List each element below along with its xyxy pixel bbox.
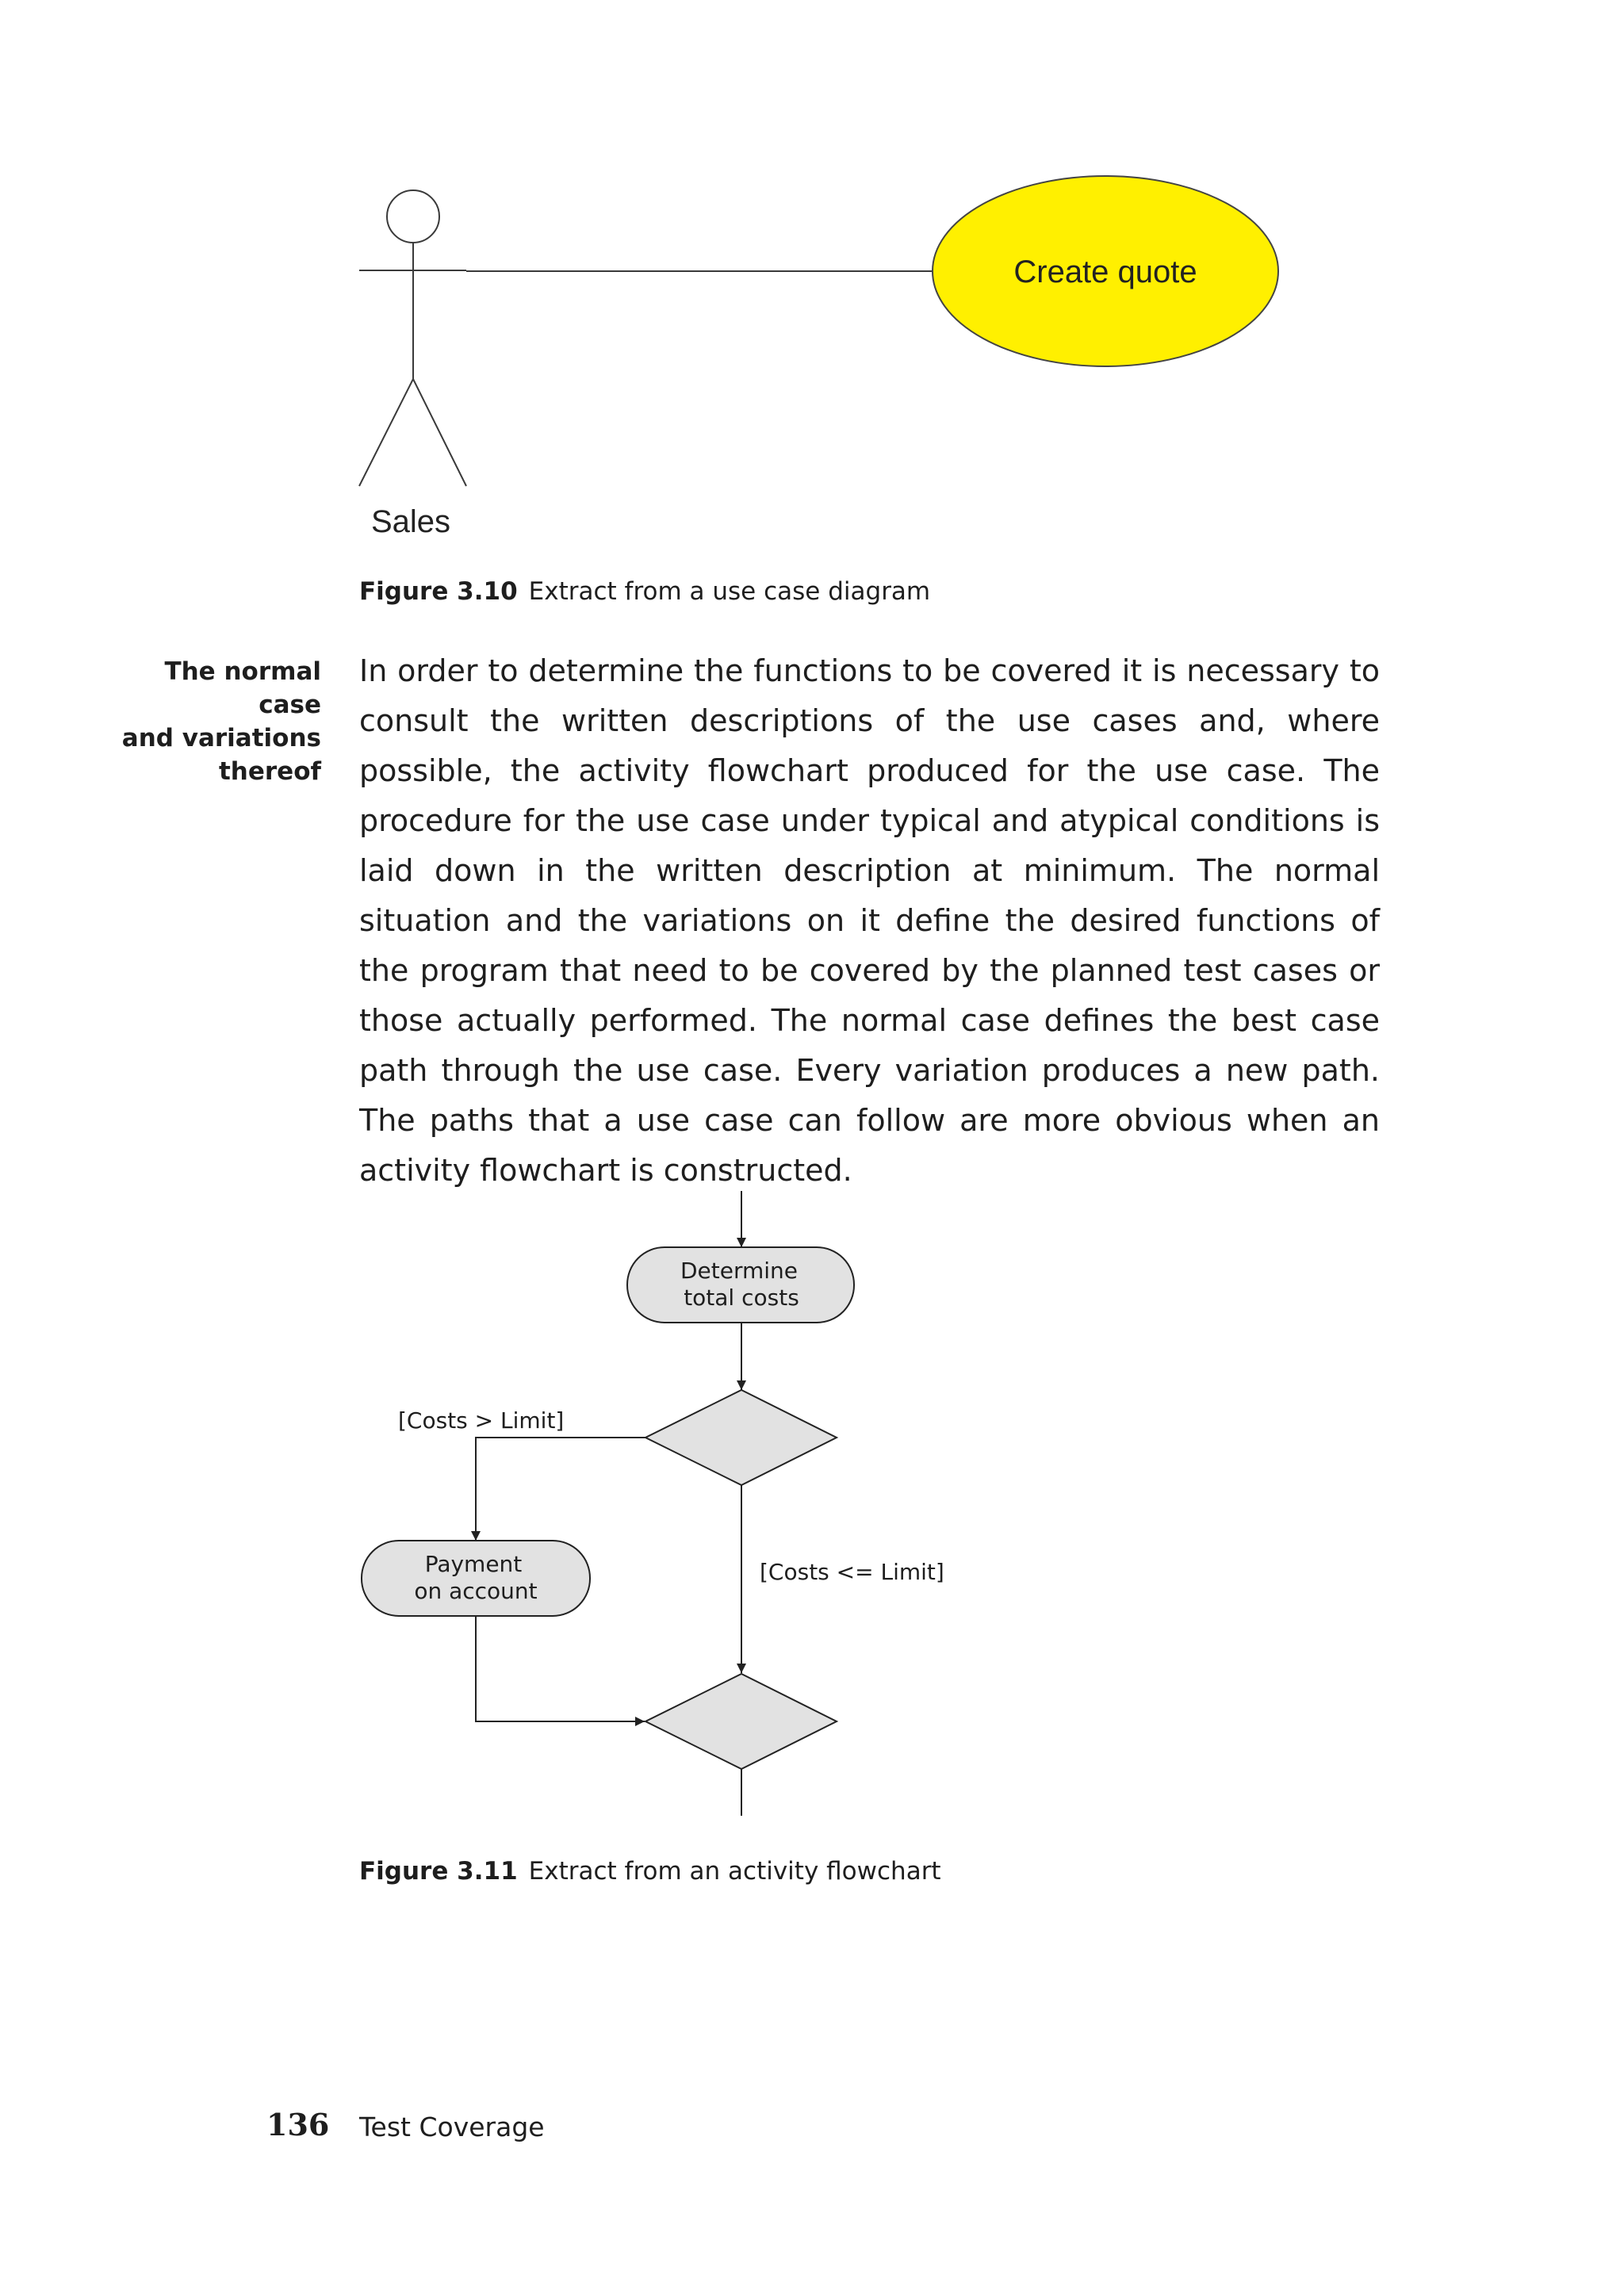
margin-note-line: thereof xyxy=(218,757,321,786)
guard-within-limit: [Costs <= Limit] xyxy=(760,1559,944,1585)
page-number: 136 xyxy=(266,2107,330,2142)
guard-over-limit: [Costs > Limit] xyxy=(398,1407,565,1434)
running-title: Test Coverage xyxy=(359,2112,545,2142)
margin-note-line: and variations xyxy=(121,724,321,752)
caption-text: Extract from a use case diagram xyxy=(528,577,931,606)
caption-text: Extract from an activity flowchart xyxy=(528,1857,941,1886)
figure-3-11-caption xyxy=(359,1857,941,1886)
activity-1-line-1: Determine xyxy=(680,1258,799,1284)
activity-2-line-2: on account xyxy=(414,1578,538,1604)
figure-number: Figure 3.10 xyxy=(359,577,518,606)
figure-number: Figure 3.11 xyxy=(359,1857,518,1886)
arrow-over-limit xyxy=(476,1438,645,1541)
decision-node xyxy=(645,1390,837,1485)
activity-2-line-1: Payment xyxy=(424,1551,523,1577)
body-paragraph: In order to determine the functions to be covered it is necessary to consult the written descriptions of the use cases and, where possible, the activity flowchart produced for the use case. The procedure for the use case under typical and atypical conditions is laid down in the written description at minimum. The normal situation and the variations on it define the desired functions of the program that need to be covered by the planned test cases or those actually performed. The normal case defines the best case path through the use case. Every variation produces a new path. The paths that a use case can follow are more obvious when an activity flowchart is constructed. xyxy=(359,653,1380,1188)
arrow-payment-to-merge xyxy=(476,1616,645,1721)
margin-note-line: The normal case xyxy=(164,657,321,719)
use-case-label: Create quote xyxy=(1013,255,1197,289)
merge-node xyxy=(645,1674,837,1769)
actor-label: Sales xyxy=(370,504,451,539)
activity-1-line-2: total costs xyxy=(684,1285,799,1311)
